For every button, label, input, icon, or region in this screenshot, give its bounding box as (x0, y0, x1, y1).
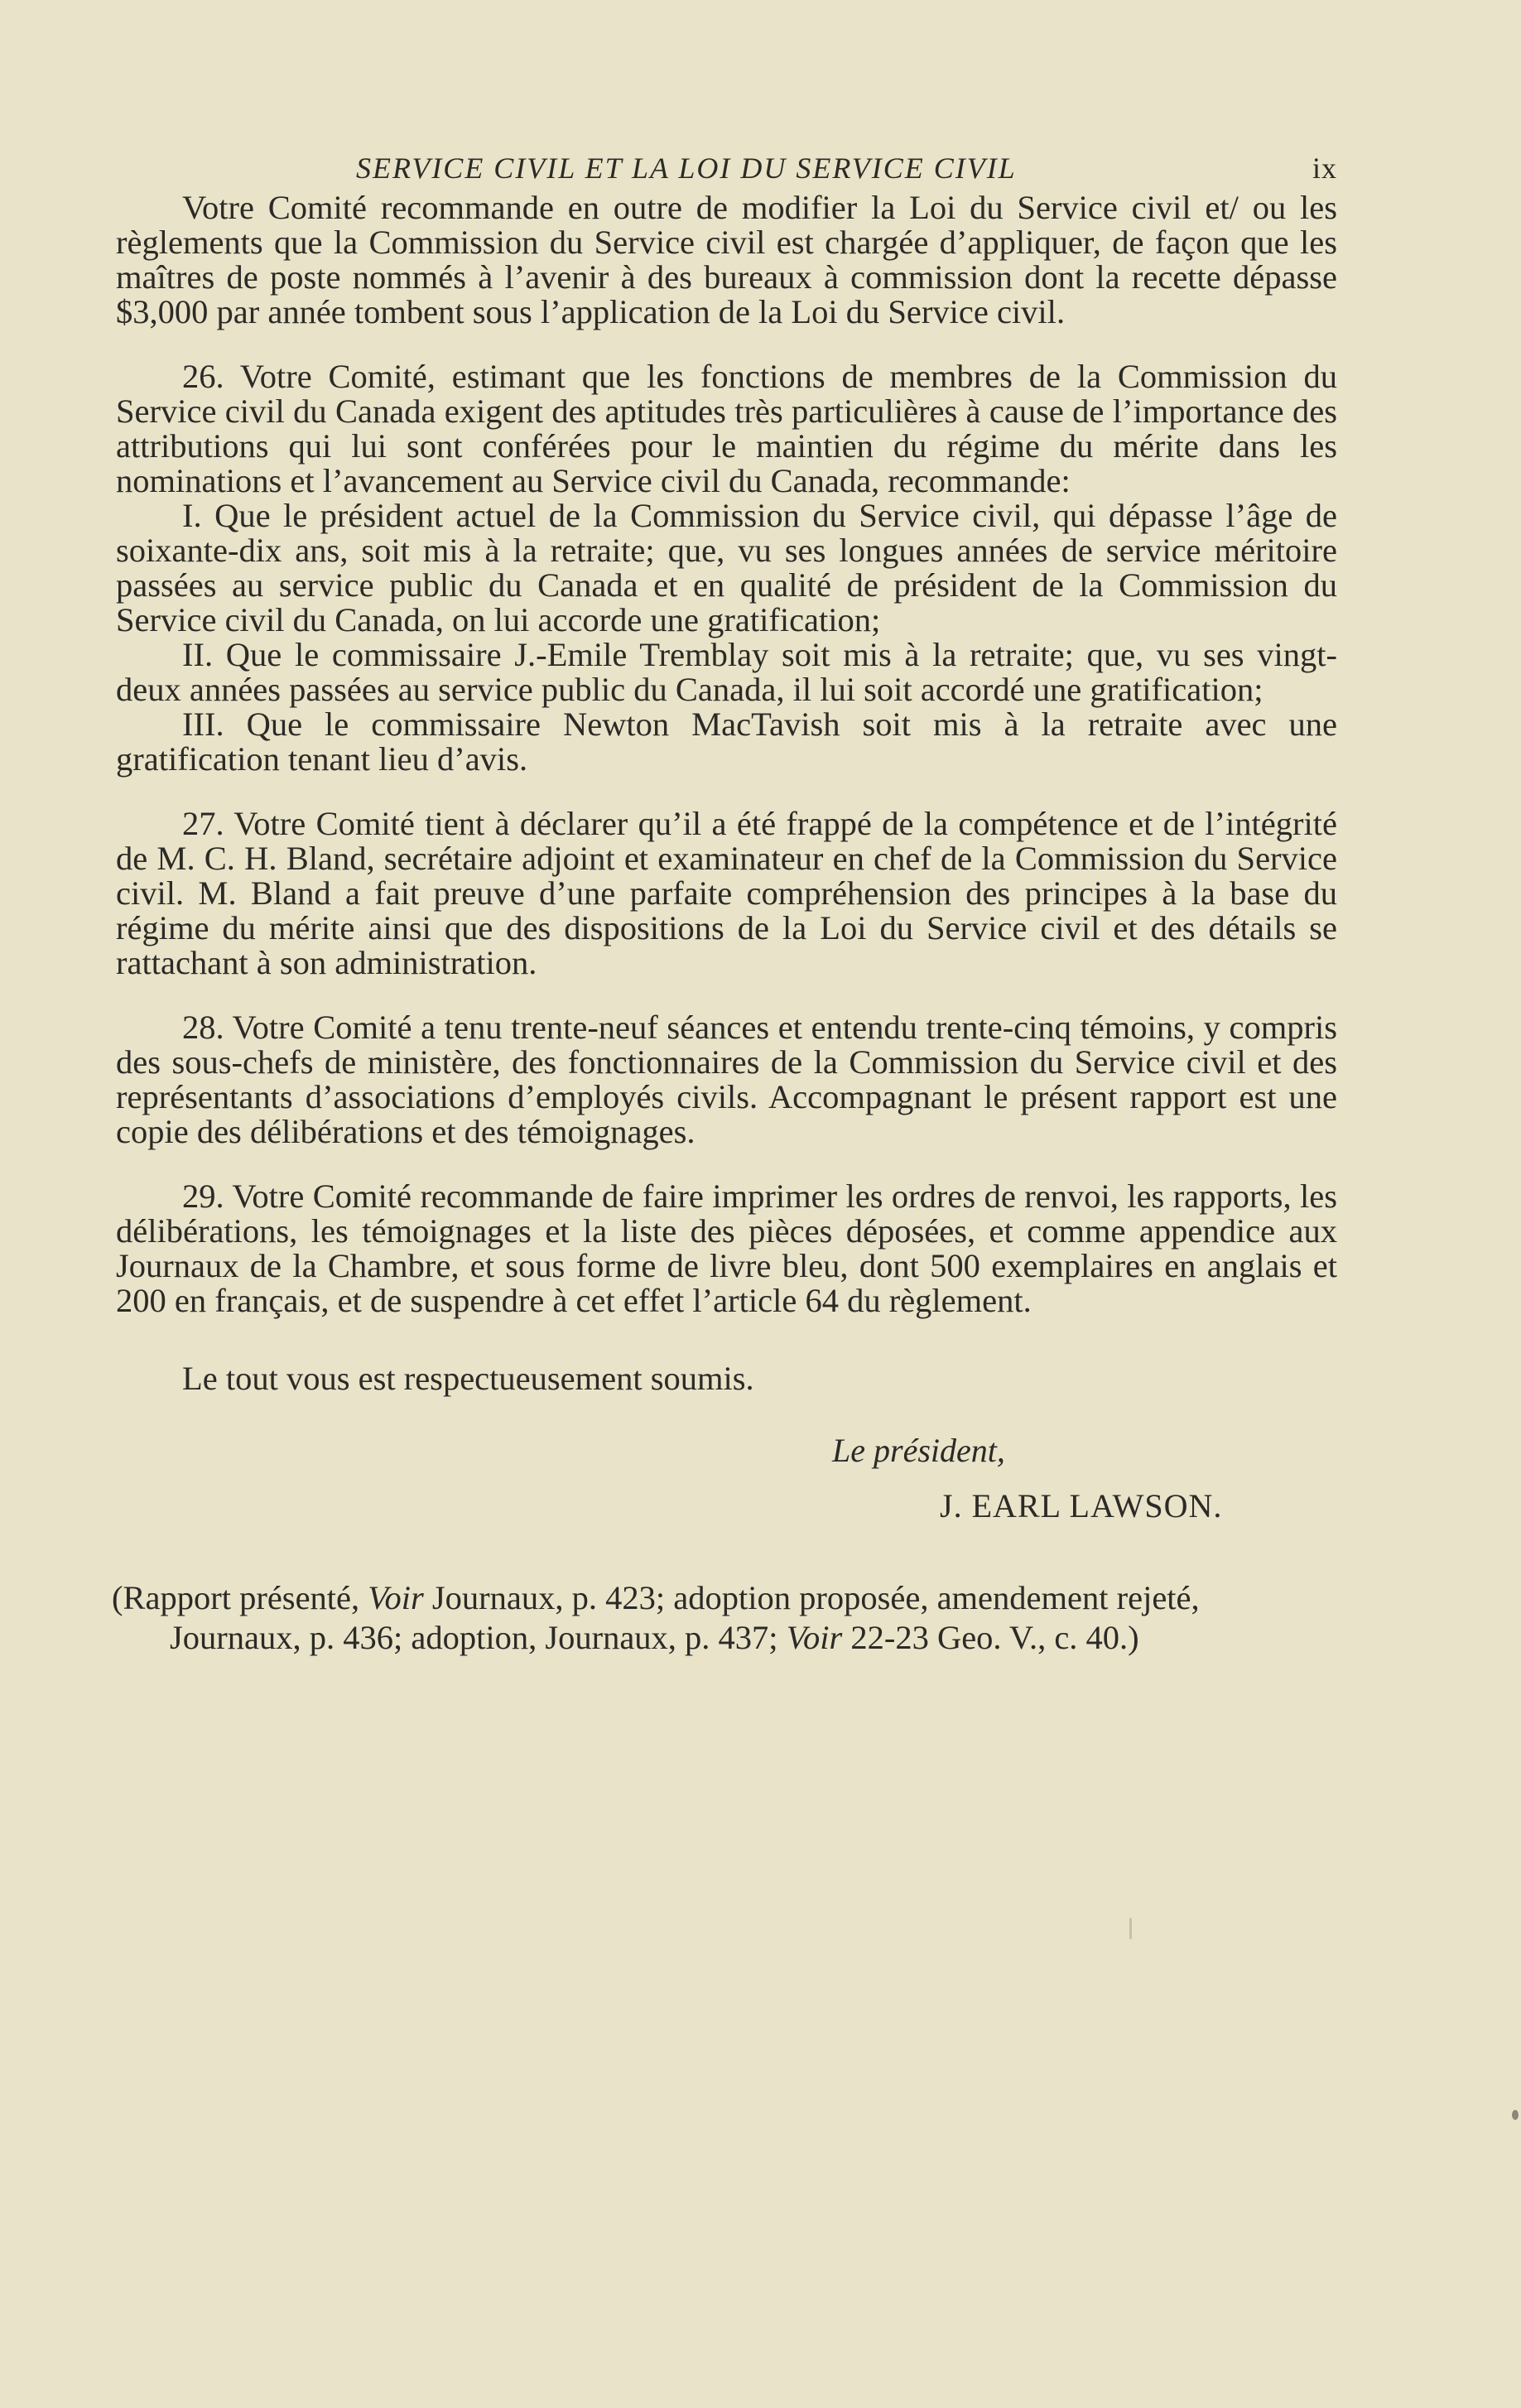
paragraph-29: 29. Votre Comité recommande de faire imprimer les ordres de renvoi, les rapports, les délibérations, les témoignages et la liste des pièces déposées, et comme appendice aux Journaux de la Chambre, et sous forme de livre bleu, dont 500 exemplaires en anglais et 200 en français, et de suspendre à cet effet l’article 64 du règlement. (116, 1178, 1337, 1319)
report-note (112, 1578, 1337, 1658)
recommendation-item-2: II. Que le commissaire J.-Emile Tremblay soit mis à la retraite; que, vu ses vingt-deux années passées au service public du Canada, il lui soit accordé une gratification; (116, 636, 1337, 708)
scan-speck (1512, 2110, 1519, 2120)
page-number: ix (1312, 152, 1337, 185)
note-part-2: Journaux, p. 423; adoption proposée, amendement rejeté, Journaux, p. 436; adoption, Journaux, p. 437; (170, 1579, 1200, 1656)
signature-title: Le président, (832, 1432, 1005, 1469)
body-text (116, 190, 1337, 1396)
paragraph-postmasters: Votre Comité recommande en outre de modifier la Loi du Service civil et/ ou les règlements que la Commission du Service civil est chargée d’appliquer, de façon que les maîtres de poste nommés à l’avenir à des bureaux à commission dont la recette dépasse $3,000 par année tombent sous l’application de la Loi du Service civil. (116, 189, 1337, 330)
signature-name: J. EARL LAWSON. (940, 1487, 1223, 1524)
paragraph-28: 28. Votre Comité a tenu trente-neuf séances et entendu trente-cinq témoins, y compris des sous-chefs de ministère, des fonctionnaires de la Commission du Service civil et des représentants d’associations d’employés civils. Accompagnant le présent rapport est une copie des délibérations et des témoignages. (116, 1009, 1337, 1150)
scan-speck-faint (1129, 1918, 1132, 1939)
note-part-1: (Rapport présenté, (112, 1579, 368, 1616)
closing-line: Le tout vous est respectueusement soumis. (182, 1360, 754, 1397)
paragraph-27: 27. Votre Comité tient à déclarer qu’il a été frappé de la compétence et de l’intégrité de M. C. H. Bland, secrétaire adjoint et examinateur en chef de la Commission du Service civil. M. Bland a fait preuve d’une parfaite compréhension des principes à la base du régime du mérite ainsi que des dispositions de la Loi du Service civil et des détails se rattachant à son administration. (116, 805, 1337, 981)
note-part-3: 22-23 Geo. V., c. 40.) (842, 1619, 1139, 1656)
running-header (116, 141, 1337, 190)
note-voir-1: Voir (368, 1579, 424, 1616)
note-voir-2: Voir (786, 1619, 843, 1656)
recommendation-item-1: I. Que le président actuel de la Commission du Service civil, qui dépasse l’âge de soixante-dix ans, soit mis à la retraite; que, vu ses longues années de service méritoire passées au service public du Canada et en qualité de président de la Commission du Service civil du Canada, on lui accorde une gratification; (116, 497, 1337, 638)
recommendation-item-3: III. Que le commissaire Newton MacTavish soit mis à la retraite avec une gratification tenant lieu d’avis. (116, 706, 1337, 778)
document-page (112, 141, 1337, 1692)
paragraph-26: 26. Votre Comité, estimant que les fonctions de membres de la Commission du Service civil du Canada exigent des aptitudes très particulières à cause de l’importance des attributions qui lui sont conférées pour le maintien du régime du mérite dans les nominations et l’avancement au Service civil du Canada, recommande: (116, 358, 1337, 499)
running-title: SERVICE CIVIL ET LA LOI DU SERVICE CIVIL (356, 152, 1017, 185)
